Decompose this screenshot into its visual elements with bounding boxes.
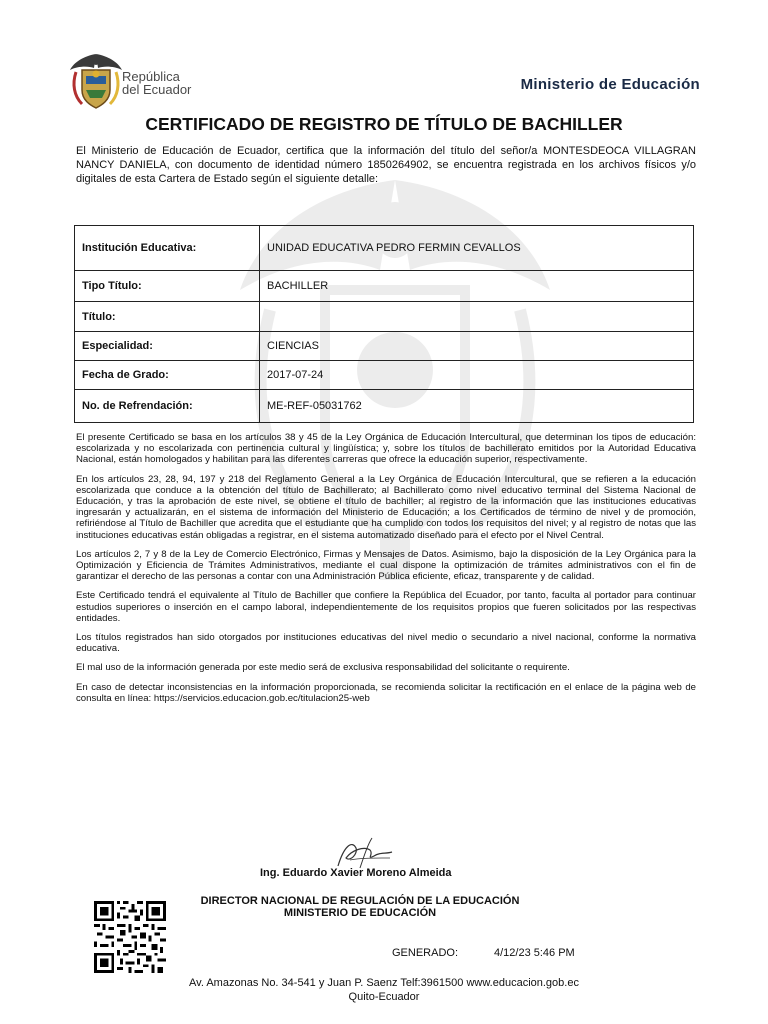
generated-timestamp: 4/12/23 5:46 PM: [494, 947, 575, 959]
row-label: Institución Educativa:: [75, 226, 260, 271]
document-title: CERTIFICADO DE REGISTRO DE TÍTULO DE BACHILLER: [145, 114, 623, 134]
table-row: [75, 390, 694, 423]
paragraph: En caso de detectar inconsistencias en la información proporcionada, se recomienda solicitar la rectificación en el enlace de la página web de consulta en línea: https://servicios.educacion.gob.ec/titulacion25-web: [76, 681, 696, 704]
row-label: Fecha de Grado:: [75, 361, 260, 390]
table-row: [75, 226, 694, 271]
country-name-line2: del Ecuador: [122, 82, 192, 97]
footer-line2: Quito-Ecuador: [348, 991, 420, 1003]
intro-paragraph: El Ministerio de Educación de Ecuador, certifica que la información del título del señor/a MONTESDEOCA VILLAGRAN NANCY DANIELA, con documento de identidad número 1850264902, se encuentra registrada en los archivos físicos y/o digitales de esta Cartera de Estado según el siguiente detalle:: [76, 145, 696, 185]
paragraph: El mal uso de la información generada por este medio será de exclusiva responsabilidad del solicitante o requirente.: [76, 662, 570, 674]
paragraph: Los títulos registrados han sido otorgados por instituciones educativas del nivel medio o secundario a nivel nacional, conforme la normativa educativa.: [76, 632, 696, 655]
row-value: ME-REF-05031762: [260, 390, 694, 423]
generated-label: GENERADO:: [392, 947, 459, 959]
qr-code: [94, 901, 166, 973]
legal-text: [76, 432, 696, 712]
paragraph: En los artículos 23, 28, 94, 197 y 218 del Reglamento General a la Ley Orgánica de Educación Intercultural, que se refieren a la educación escolarizada que conduce a la obtención del título de Bachillerato; al Bachillerato como nivel educativo terminal del Sistema Nacional de Educación, y tras la aprobación de este nivel, se obtiene el título de bachiller; al registro de la información que las instituciones educativas ingresarán y actualizarán, en el sistema de información del Ministerio de Educación; a los Certificados de término de nivel y de promoción, refiriéndose al Título de Bachiller que acredita que el estudiante que ha cumplido con todos los requisitos del nivel; y al registro de notas que las instituciones educativas están obligadas a registrar, en el sistema automatizado diseñado para el efecto por el Nivel Central.: [76, 473, 696, 541]
signer-name: Ing. Eduardo Xavier Moreno Almeida: [260, 867, 452, 879]
table-row: [75, 302, 694, 332]
row-label: Tipo Título:: [75, 271, 260, 302]
coat-of-arms-icon: [68, 50, 124, 112]
details-table: [74, 225, 694, 423]
country-name-line1: República: [122, 69, 180, 84]
row-value: 2017-07-24: [260, 361, 694, 390]
row-value: BACHILLER: [260, 271, 694, 302]
row-label: Título:: [75, 302, 260, 332]
row-value: UNIDAD EDUCATIVA PEDRO FERMIN CEVALLOS: [260, 226, 694, 271]
row-value: [260, 302, 694, 332]
position-line2: MINISTERIO DE EDUCACIÓN: [283, 907, 437, 919]
table-row: [75, 271, 694, 302]
footer-address: [0, 976, 768, 1004]
paragraph: Los artículos 2, 7 y 8 de la Ley de Comercio Electrónico, Firmas y Mensajes de Datos. Asimismo, bajo la disposición de la Ley Orgánica para la Optimización y Eficiencia de Trámites Administrativos, mediante el cual dispone la optimización de trámites administrativos con el fin de garantizar el derecho de las personas a contar con una Administración Pública eficiente, eficaz, transparente y de calidad.: [76, 548, 696, 583]
table-row: [75, 361, 694, 390]
signer-position: [160, 895, 560, 919]
position-line1: DIRECTOR NACIONAL DE REGULACIÓN DE LA EDUCACIÓN: [200, 895, 520, 907]
row-value: CIENCIAS: [260, 332, 694, 361]
row-label: No. de Refrendación:: [75, 390, 260, 423]
country-name: [122, 70, 191, 96]
row-label: Especialidad:: [75, 332, 260, 361]
table-row: [75, 332, 694, 361]
ministry-name: Ministerio de Educación: [520, 76, 700, 93]
paragraph: Este Certificado tendrá el equivalente al Título de Bachiller que confiere la República del Ecuador, por tanto, faculta al portador para continuar estudios superiores o inserción en el campo laboral, independientemente de los requisitos propios que fueren solicitados por las respectivas entidades.: [76, 590, 696, 624]
footer-line1: Av. Amazonas No. 34-541 y Juan P. Saenz Telf:3961500 www.educacion.gob.ec: [189, 977, 579, 989]
paragraph: El presente Certificado se basa en los artículos 38 y 45 de la Ley Orgánica de Educación Intercultural, que determinan los tipos de educación: escolarizada y no escolarizada con pertinencia cultural y lingüística; y, sobre los títulos de bachillerato emitidos por la Autoridad Educativa Nacional, están homologados y habilitan para las diferentes carreras que ofrece la educación superior, respectivamente.: [76, 432, 696, 466]
